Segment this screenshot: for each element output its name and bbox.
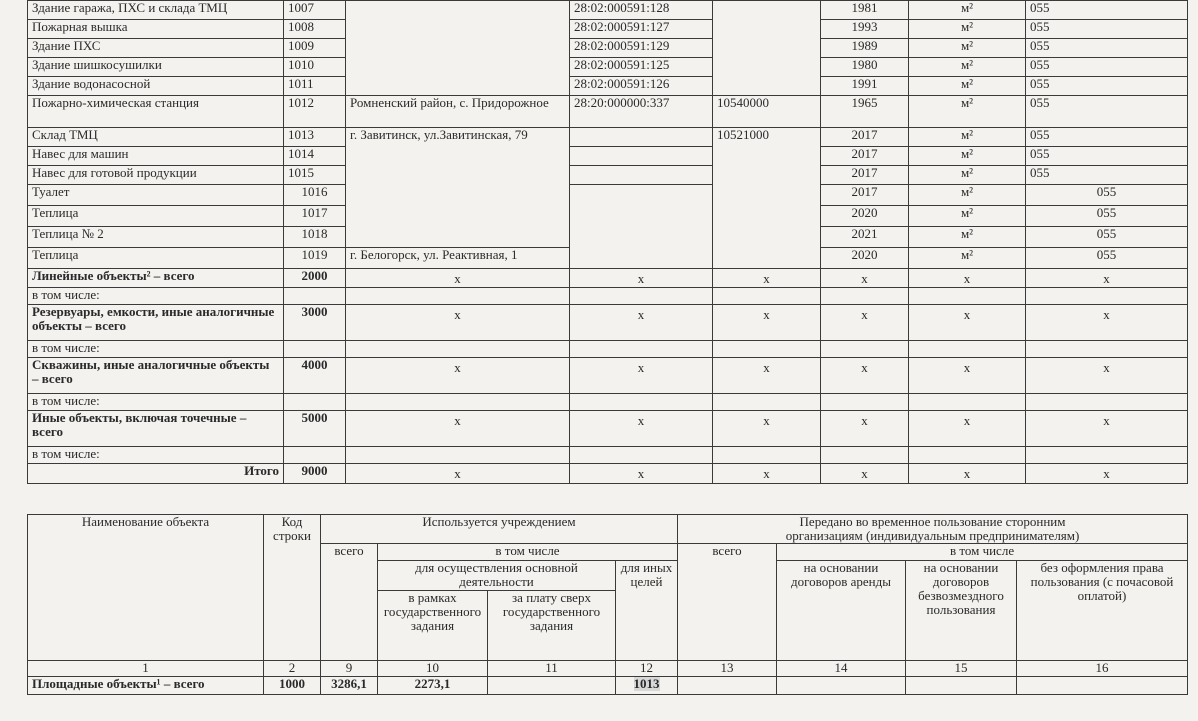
group-name: Линейные объекты² – всего xyxy=(28,269,284,288)
subrow xyxy=(28,447,1188,464)
row-area-objects-name: Площадные объекты¹ – всего xyxy=(28,677,264,695)
unit: м² xyxy=(909,206,1026,227)
row-area-objects-paid xyxy=(488,677,616,695)
x-mark: x xyxy=(346,411,570,447)
okei-code: 055 xyxy=(1026,227,1188,248)
subrow-label: в том числе: xyxy=(28,288,284,305)
row-code: 1011 xyxy=(284,77,346,96)
year: 1981 xyxy=(821,1,909,20)
x-mark: x xyxy=(821,464,909,484)
year: 1993 xyxy=(821,20,909,39)
column-number: 15 xyxy=(906,661,1017,677)
okei-code: 055 xyxy=(1026,58,1188,77)
row-code: 1017 xyxy=(284,206,346,227)
empty-cell xyxy=(1026,447,1188,464)
column-number: 1 xyxy=(28,661,264,677)
okei-code: 055 xyxy=(1026,206,1188,227)
oktmo-code: 10521000 xyxy=(713,128,821,269)
column-number: 11 xyxy=(488,661,616,677)
header-name: Наименование объекта xyxy=(28,515,264,661)
x-mark: x xyxy=(909,411,1026,447)
group-name: Скважины, иные аналогичные объекты – всего xyxy=(28,358,284,394)
row-area-objects-free xyxy=(906,677,1017,695)
year: 1991 xyxy=(821,77,909,96)
row-code: 1014 xyxy=(284,147,346,166)
row-area-objects-state: 2273,1 xyxy=(378,677,488,695)
cadastral-number xyxy=(570,185,713,269)
group-row xyxy=(28,269,1188,288)
cadastral-number: 28:02:000591:129 xyxy=(570,39,713,58)
year: 1989 xyxy=(821,39,909,58)
year: 2017 xyxy=(821,166,909,185)
okei-code: 055 xyxy=(1026,248,1188,269)
empty-cell xyxy=(1026,341,1188,358)
empty-cell xyxy=(570,394,713,411)
header-main-activity: для осуществления основной деятельности xyxy=(378,561,616,591)
cadastral-number: 28:02:000591:127 xyxy=(570,20,713,39)
year: 2020 xyxy=(821,206,909,227)
unit: м² xyxy=(909,96,1026,128)
x-mark: x xyxy=(821,358,909,394)
header-state-task: в рамках государственного задания xyxy=(378,591,488,661)
table-row xyxy=(28,185,1188,206)
subrow xyxy=(28,394,1188,411)
unit: м² xyxy=(909,147,1026,166)
subrow xyxy=(28,341,1188,358)
x-mark: x xyxy=(1026,269,1188,288)
table-row xyxy=(28,39,1188,58)
object-name: Здание гаража, ПХС и склада ТМЦ xyxy=(28,1,284,20)
header-no-right: без оформления права пользования (с почасовой оплатой) xyxy=(1017,561,1188,661)
x-mark: x xyxy=(1026,358,1188,394)
row-area-objects-total: 3286,1 xyxy=(321,677,378,695)
subrow-label: в том числе: xyxy=(28,341,284,358)
unit: м² xyxy=(909,20,1026,39)
object-name: Склад ТМЦ xyxy=(28,128,284,147)
column-number: 16 xyxy=(1017,661,1188,677)
unit: м² xyxy=(909,77,1026,96)
empty-cell xyxy=(1026,394,1188,411)
x-mark: x xyxy=(346,464,570,484)
unit: м² xyxy=(909,248,1026,269)
column-number: 12 xyxy=(616,661,678,677)
row-code: 1013 xyxy=(284,128,346,147)
year: 2017 xyxy=(821,185,909,206)
row-code: 1018 xyxy=(284,227,346,248)
x-mark: x xyxy=(713,305,821,341)
header-used-total: всего xyxy=(321,544,378,661)
row-area-objects-noright xyxy=(1017,677,1188,695)
subrow-label: в том числе: xyxy=(28,394,284,411)
x-mark: x xyxy=(909,464,1026,484)
column-number: 13 xyxy=(678,661,777,677)
oktmo-code xyxy=(713,1,821,96)
empty-cell xyxy=(570,447,713,464)
empty-cell xyxy=(1026,288,1188,305)
header-transferred-incl: в том числе xyxy=(777,544,1188,561)
group-row xyxy=(28,411,1188,447)
year: 2021 xyxy=(821,227,909,248)
object-name: Теплица xyxy=(28,248,284,269)
empty-cell xyxy=(713,394,821,411)
object-name: Теплица xyxy=(28,206,284,227)
address xyxy=(346,1,570,96)
okei-code: 055 xyxy=(1026,166,1188,185)
row-code: 1016 xyxy=(284,185,346,206)
row-code: 1008 xyxy=(284,20,346,39)
empty-cell xyxy=(284,394,346,411)
address: г. Белогорск, ул. Реактивная, 1 xyxy=(346,248,570,269)
row-code: 1015 xyxy=(284,166,346,185)
table-row xyxy=(28,96,1188,128)
cadastral-number: 28:02:000591:128 xyxy=(570,1,713,20)
unit: м² xyxy=(909,185,1026,206)
empty-cell xyxy=(346,394,570,411)
header-used: Используется учреждением xyxy=(321,515,678,544)
x-mark: x xyxy=(1026,305,1188,341)
object-name: Пожарно-химическая станция xyxy=(28,96,284,128)
year: 1980 xyxy=(821,58,909,77)
table-row xyxy=(28,166,1188,185)
row-code: 1012 xyxy=(284,96,346,128)
subrow-label: в том числе: xyxy=(28,447,284,464)
table-row xyxy=(28,128,1188,147)
x-mark: x xyxy=(570,269,713,288)
unit: м² xyxy=(909,58,1026,77)
x-mark: x xyxy=(713,358,821,394)
x-mark: x xyxy=(821,269,909,288)
empty-cell xyxy=(713,341,821,358)
okei-code: 055 xyxy=(1026,39,1188,58)
empty-cell xyxy=(821,341,909,358)
object-name: Навес для готовой продукции xyxy=(28,166,284,185)
x-mark: x xyxy=(1026,464,1188,484)
row-area-objects-transferred-total xyxy=(678,677,777,695)
group-code: 4000 xyxy=(284,358,346,394)
usage-table xyxy=(27,514,1188,695)
x-mark: x xyxy=(346,305,570,341)
empty-cell xyxy=(821,288,909,305)
object-name: Здание шишкосушилки xyxy=(28,58,284,77)
empty-cell xyxy=(909,447,1026,464)
empty-cell xyxy=(821,447,909,464)
year: 2017 xyxy=(821,147,909,166)
table-row xyxy=(28,58,1188,77)
cadastral-number: 28:02:000591:125 xyxy=(570,58,713,77)
year: 2020 xyxy=(821,248,909,269)
x-mark: x xyxy=(570,305,713,341)
okei-code: 055 xyxy=(1026,185,1188,206)
empty-cell xyxy=(346,341,570,358)
address: Ромненский район, с. Придорожное xyxy=(346,96,570,128)
cadastral-number: 28:20:000000:337 xyxy=(570,96,713,128)
cadastral-number xyxy=(570,147,713,166)
header-free-use: на основании договоров безвозмездного пользования xyxy=(906,561,1017,661)
x-mark: x xyxy=(909,269,1026,288)
empty-cell xyxy=(284,341,346,358)
header-transferred: Передано во временное пользование сторонним организациям (индивидуальным предпринимателям) xyxy=(678,515,1188,544)
column-number: 14 xyxy=(777,661,906,677)
empty-cell xyxy=(713,288,821,305)
row-area-objects-code: 1000 xyxy=(264,677,321,695)
group-row xyxy=(28,358,1188,394)
x-mark: x xyxy=(346,269,570,288)
year: 1965 xyxy=(821,96,909,128)
header-paid: за плату сверх государственного задания xyxy=(488,591,616,661)
x-mark: x xyxy=(1026,411,1188,447)
cadastral-number xyxy=(570,128,713,147)
x-mark: x xyxy=(570,464,713,484)
table-row xyxy=(28,20,1188,39)
empty-cell xyxy=(909,288,1026,305)
object-name: Навес для машин xyxy=(28,147,284,166)
group-row xyxy=(28,305,1188,341)
x-mark: x xyxy=(821,305,909,341)
cadastral-number: 28:02:000591:126 xyxy=(570,77,713,96)
empty-cell xyxy=(570,288,713,305)
address: г. Завитинск, ул.Завитинская, 79 xyxy=(346,128,570,248)
table-row xyxy=(28,147,1188,166)
column-number: 2 xyxy=(264,661,321,677)
header-other-purposes: для иных целей xyxy=(616,561,678,661)
okei-code: 055 xyxy=(1026,128,1188,147)
unit: м² xyxy=(909,227,1026,248)
object-name: Здание ПХС xyxy=(28,39,284,58)
empty-cell xyxy=(346,447,570,464)
x-mark: x xyxy=(909,358,1026,394)
row-code: 1009 xyxy=(284,39,346,58)
column-number: 9 xyxy=(321,661,378,677)
group-code: 3000 xyxy=(284,305,346,341)
x-mark: x xyxy=(713,411,821,447)
subrow xyxy=(28,288,1188,305)
row-area-objects-other xyxy=(616,677,678,695)
empty-cell xyxy=(909,341,1026,358)
group-name: Резервуары, емкости, иные аналогичные объекты – всего xyxy=(28,305,284,341)
empty-cell xyxy=(909,394,1026,411)
x-mark: x xyxy=(570,411,713,447)
okei-code: 055 xyxy=(1026,96,1188,128)
unit: м² xyxy=(909,1,1026,20)
header-code: Код строки xyxy=(264,515,321,661)
column-number: 10 xyxy=(378,661,488,677)
unit: м² xyxy=(909,166,1026,185)
row-code: 1019 xyxy=(284,248,346,269)
object-name: Пожарная вышка xyxy=(28,20,284,39)
okei-code: 055 xyxy=(1026,147,1188,166)
x-mark: x xyxy=(909,305,1026,341)
year: 2017 xyxy=(821,128,909,147)
okei-code: 055 xyxy=(1026,77,1188,96)
other-value-highlight: 1013 xyxy=(633,676,660,691)
unit: м² xyxy=(909,128,1026,147)
x-mark: x xyxy=(713,464,821,484)
empty-cell xyxy=(821,394,909,411)
total-row xyxy=(28,464,1188,484)
empty-cell xyxy=(570,341,713,358)
x-mark: x xyxy=(570,358,713,394)
empty-cell xyxy=(284,288,346,305)
column-number-row xyxy=(28,661,1188,677)
total-label: Итого xyxy=(28,464,284,484)
object-name: Здание водонасосной xyxy=(28,77,284,96)
unit: м² xyxy=(909,39,1026,58)
empty-cell xyxy=(346,288,570,305)
object-name: Туалет xyxy=(28,185,284,206)
row-area-objects-lease xyxy=(777,677,906,695)
okei-code: 055 xyxy=(1026,20,1188,39)
empty-cell xyxy=(284,447,346,464)
x-mark: x xyxy=(346,358,570,394)
group-code: 2000 xyxy=(284,269,346,288)
row-code: 1010 xyxy=(284,58,346,77)
x-mark: x xyxy=(713,269,821,288)
group-name: Иные объекты, включая точечные – всего xyxy=(28,411,284,447)
table-row xyxy=(28,1,1188,20)
object-name: Теплица № 2 xyxy=(28,227,284,248)
table-row xyxy=(28,77,1188,96)
header-used-incl: в том числе xyxy=(378,544,678,561)
oktmo-code: 10540000 xyxy=(713,96,821,128)
group-code: 5000 xyxy=(284,411,346,447)
row-code: 1007 xyxy=(284,1,346,20)
okei-code: 055 xyxy=(1026,1,1188,20)
total-code: 9000 xyxy=(284,464,346,484)
property-table-top xyxy=(27,0,1188,484)
empty-cell xyxy=(713,447,821,464)
header-transferred-total: всего xyxy=(678,544,777,661)
cadastral-number xyxy=(570,166,713,185)
x-mark: x xyxy=(821,411,909,447)
header-lease: на основании договоров аренды xyxy=(777,561,906,661)
